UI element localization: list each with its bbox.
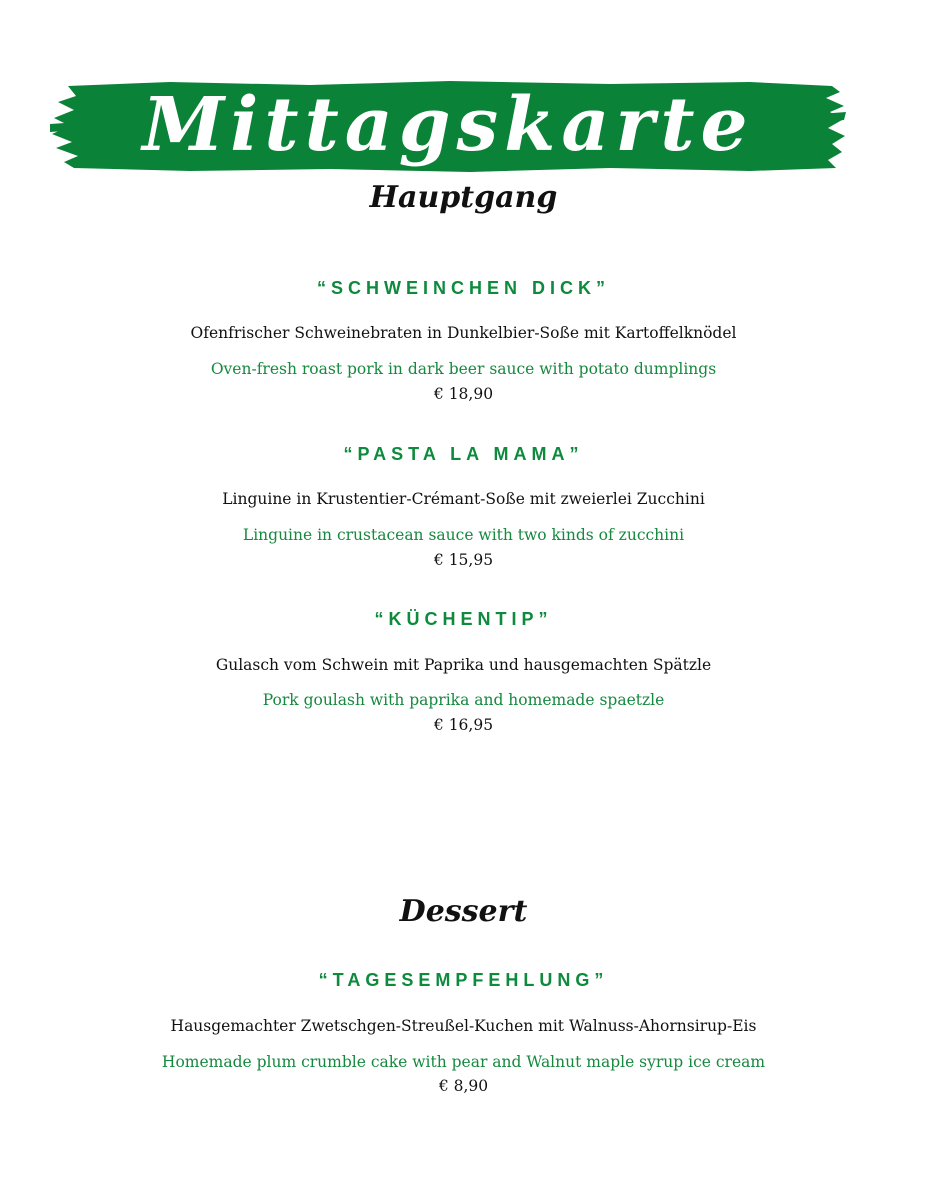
section-heading-dessert: Dessert (399, 894, 528, 929)
title-banner (50, 76, 846, 176)
dish-description-en: Oven-fresh roast pork in dark beer sauce with potato dumplings (210, 360, 717, 378)
dish-description-de: Hausgemachter Zwetschgen-Streußel-Kuchen mit Walnuss-Ahornsirup-Eis (170, 1017, 757, 1035)
dish-description-de: Gulasch vom Schwein mit Paprika und hausgemachten Spätzle (215, 656, 712, 674)
dish-description-en: Linguine in crustacean sauce with two kinds of zucchini (242, 526, 685, 544)
dish-description-en: Homemade plum crumble cake with pear and Walnut maple syrup ice cream (161, 1053, 766, 1071)
dish-description-en: Pork goulash with paprika and homemade spaetzle (262, 691, 665, 709)
menu-title: Mittagskarte (142, 82, 754, 168)
dish-title: “SCHWEINCHEN DICK” (316, 278, 610, 298)
dish-title: “PASTA LA MAMA” (343, 444, 584, 464)
dish-title: “KÜCHENTIP” (374, 609, 553, 629)
dish-price: € 8,90 (438, 1077, 489, 1095)
section-heading-main-course: Hauptgang (369, 180, 558, 215)
dish-price: € 16,95 (433, 716, 494, 734)
dish-description-de: Linguine in Krustentier-Crémant-Soße mit zweierlei Zucchini (222, 490, 705, 508)
dish-price: € 18,90 (433, 385, 494, 403)
dish-title: “TAGESEMPFEHLUNG” (318, 970, 609, 990)
dish-price: € 15,95 (433, 551, 494, 569)
dish-description-de: Ofenfrischer Schweinebraten in Dunkelbier-Soße mit Kartoffelknödel (190, 324, 737, 342)
